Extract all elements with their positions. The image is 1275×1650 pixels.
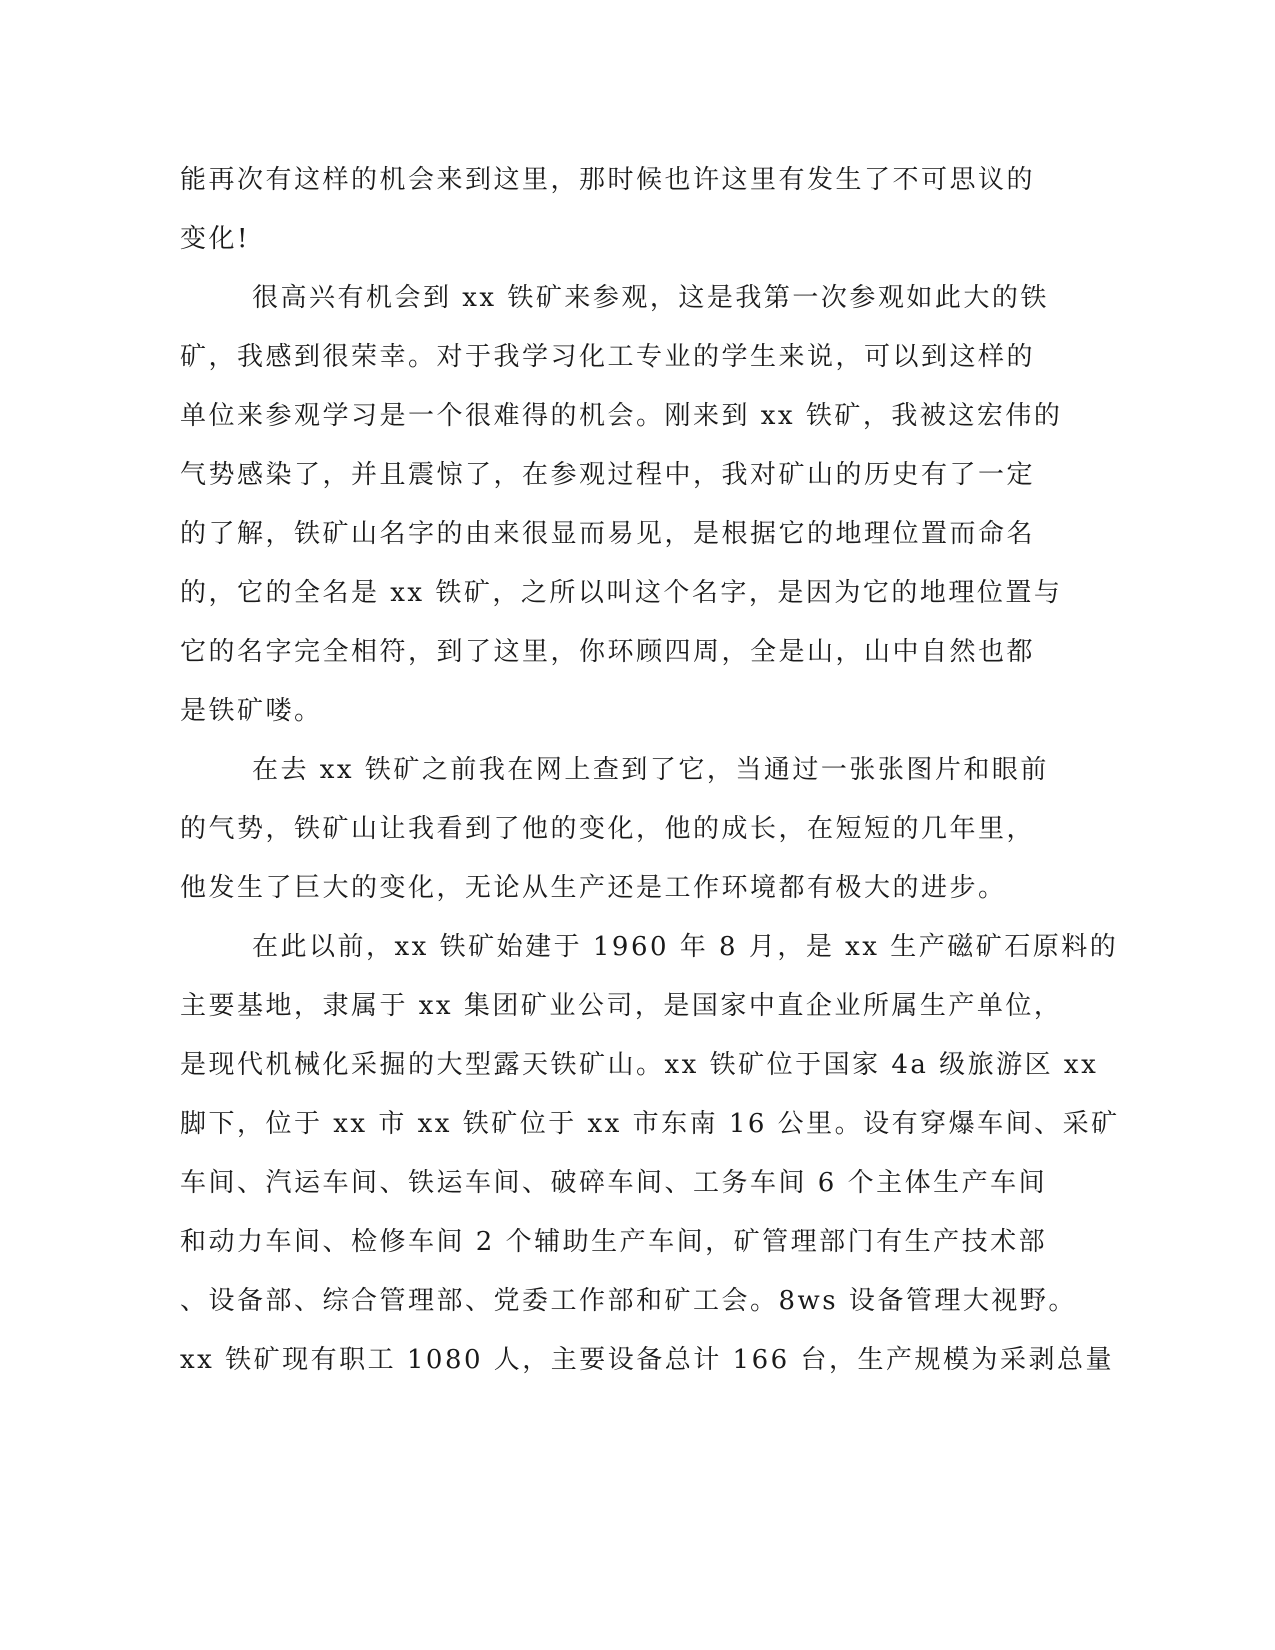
text-line-5: 单位来参观学习是一个很难得的机会。刚来到 xx 铁矿，我被这宏伟的	[180, 401, 1063, 431]
text-line-6: 气势感染了，并且震惊了，在参观过程中，我对矿山的历史有了一定	[180, 460, 1036, 490]
text-line-13: 他发生了巨大的变化，无论从生产还是工作环境都有极大的进步。	[180, 873, 1007, 903]
text-line-12: 的气势，铁矿山让我看到了他的变化，他的成长，在短短的几年里，	[180, 814, 1036, 844]
text-line-1: 能再次有这样的机会来到这里，那时候也许这里有发生了不可思议的	[180, 165, 1036, 195]
text-line-17: 脚下，位于 xx 市 xx 铁矿位于 xx 市东南 16 公里。设有穿爆车间、采矿	[180, 1109, 1120, 1139]
text-line-4: 矿，我感到很荣幸。对于我学习化工专业的学生来说，可以到这样的	[180, 342, 1036, 372]
text-line-18: 车间、汽运车间、铁运车间、破碎车间、工务车间 6 个主体生产车间	[180, 1168, 1048, 1198]
text-line-9: 它的名字完全相符，到了这里，你环顾四周，全是山，山中自然也都	[180, 637, 1036, 667]
text-line-7: 的了解，铁矿山名字的由来很显而易见，是根据它的地理位置而命名	[180, 519, 1036, 549]
text-line-2: 变化!	[180, 224, 250, 254]
text-line-11: 在去 xx 铁矿之前我在网上查到了它，当通过一张张图片和眼前	[252, 755, 1049, 785]
text-line-16: 是现代机械化采掘的大型露天铁矿山。xx 铁矿位于国家 4a 级旅游区 xx	[180, 1050, 1099, 1080]
text-line-10: 是铁矿喽。	[180, 696, 323, 726]
text-line-20: 、设备部、综合管理部、党委工作部和矿工会。8ws 设备管理大视野。	[180, 1286, 1077, 1316]
text-line-19: 和动力车间、检修车间 2 个辅助生产车间，矿管理部门有生产技术部	[180, 1227, 1048, 1257]
text-line-21: xx 铁矿现有职工 1080 人，主要设备总计 166 台，生产规模为采剥总量	[180, 1345, 1114, 1375]
text-line-3: 很高兴有机会到 xx 铁矿来参观，这是我第一次参观如此大的铁	[252, 283, 1049, 313]
text-line-15: 主要基地，隶属于 xx 集团矿业公司，是国家中直企业所属生产单位，	[180, 991, 1063, 1021]
text-line-8: 的，它的全名是 xx 铁矿，之所以叫这个名字，是因为它的地理位置与	[180, 578, 1063, 608]
text-line-14: 在此以前，xx 铁矿始建于 1960 年 8 月，是 xx 生产磁矿石原料的	[252, 932, 1119, 962]
